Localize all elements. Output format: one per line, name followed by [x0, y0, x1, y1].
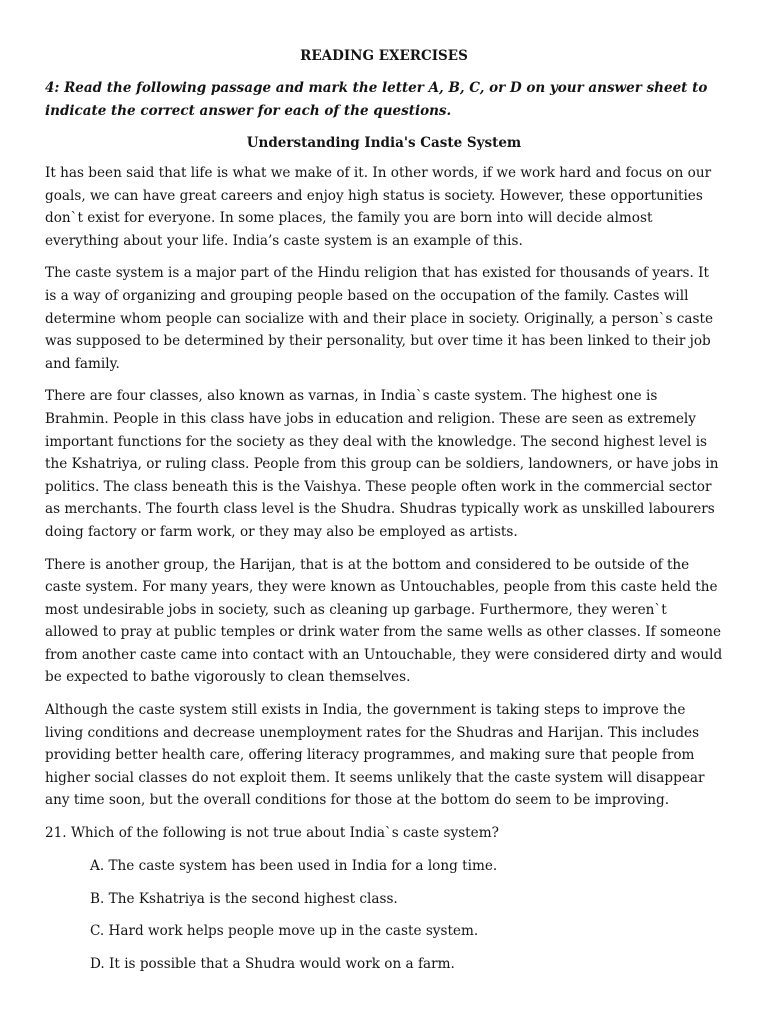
passage-title: Understanding India's Caste System: [246, 135, 522, 151]
passage-paragraph-4: There is another group, the Harijan, that is at the bottom and considered to be outside of the caste system. For many years, they were known as Untouchables, people from this caste held the most undesirable jobs in society, such as cleaning up garbage. Furthermore, they weren`t allowed to pray at public temples or drink water from the same wells as other classes. If someone from another caste came into contact with an Untouchable, they were considered dirty and would be expected to bathe vigorously to clean themselves.: [45, 556, 723, 686]
passage-paragraph-1: It has been said that life is what we make of it. In other words, if we work hard and focus on our goals, we can have great careers and enjoy high status is society. However, these opportunities don`t exist for everyone. In some places, the family you are born into will decide almost everything about your life. India’s caste system is an example of this.: [45, 165, 712, 249]
page-title: READING EXERCISES: [300, 48, 468, 64]
question-stem: 21. Which of the following is not true about India`s caste system?: [45, 825, 499, 842]
answer-option-c: C. Hard work helps people move up in the caste system.: [90, 923, 479, 940]
passage-paragraph-3: There are four classes, also known as varnas, in India`s caste system. The highest one is Brahmin. People in this class have jobs in education and religion. These are seen as extremely important functions for the society as they deal with the knowledge. The second highest level is the Kshatriya, or ruling class. People from this group can be soldiers, landowners, or have jobs in politics. The class beneath this is the Vaishya. These people often work in the commercial sector as merchants. The fourth class level is the Shudra. Shudras typically work as unskilled labourers doing factory or farm work, or they may also be employed as artists.: [45, 388, 719, 540]
answer-option-a: A. The caste system has been used in India for a long time.: [90, 858, 498, 875]
exercise-instruction: 4: Read the following passage and mark the letter A, B, C, or D on your answer sheet to indicate the correct answer for each of the questions.: [45, 80, 708, 119]
passage-paragraph-2: The caste system is a major part of the Hindu religion that has existed for thousands of years. It is a way of organizing and grouping people based on the occupation of the family. Castes will determine whom people can socialize with and their place in society. Originally, a person`s caste was supposed to be determined by their personality, but over time it has been linked to their job and family.: [45, 265, 714, 372]
passage-paragraph-5: Although the caste system still exists in India, the government is taking steps to improve the living conditions and decrease unemployment rates for the Shudras and Harijan. This includes providing better health care, offering literacy programmes, and making sure that people from higher social classes do not exploit them. It seems unlikely that the caste system will disappear any time soon, but the overall conditions for those at the bottom do seem to be improving.: [45, 702, 705, 809]
answer-option-d: D. It is possible that a Shudra would work on a farm.: [90, 955, 455, 972]
document-page: [45, 44, 723, 985]
answer-option-b: B. The Kshatriya is the second highest class.: [90, 890, 398, 907]
